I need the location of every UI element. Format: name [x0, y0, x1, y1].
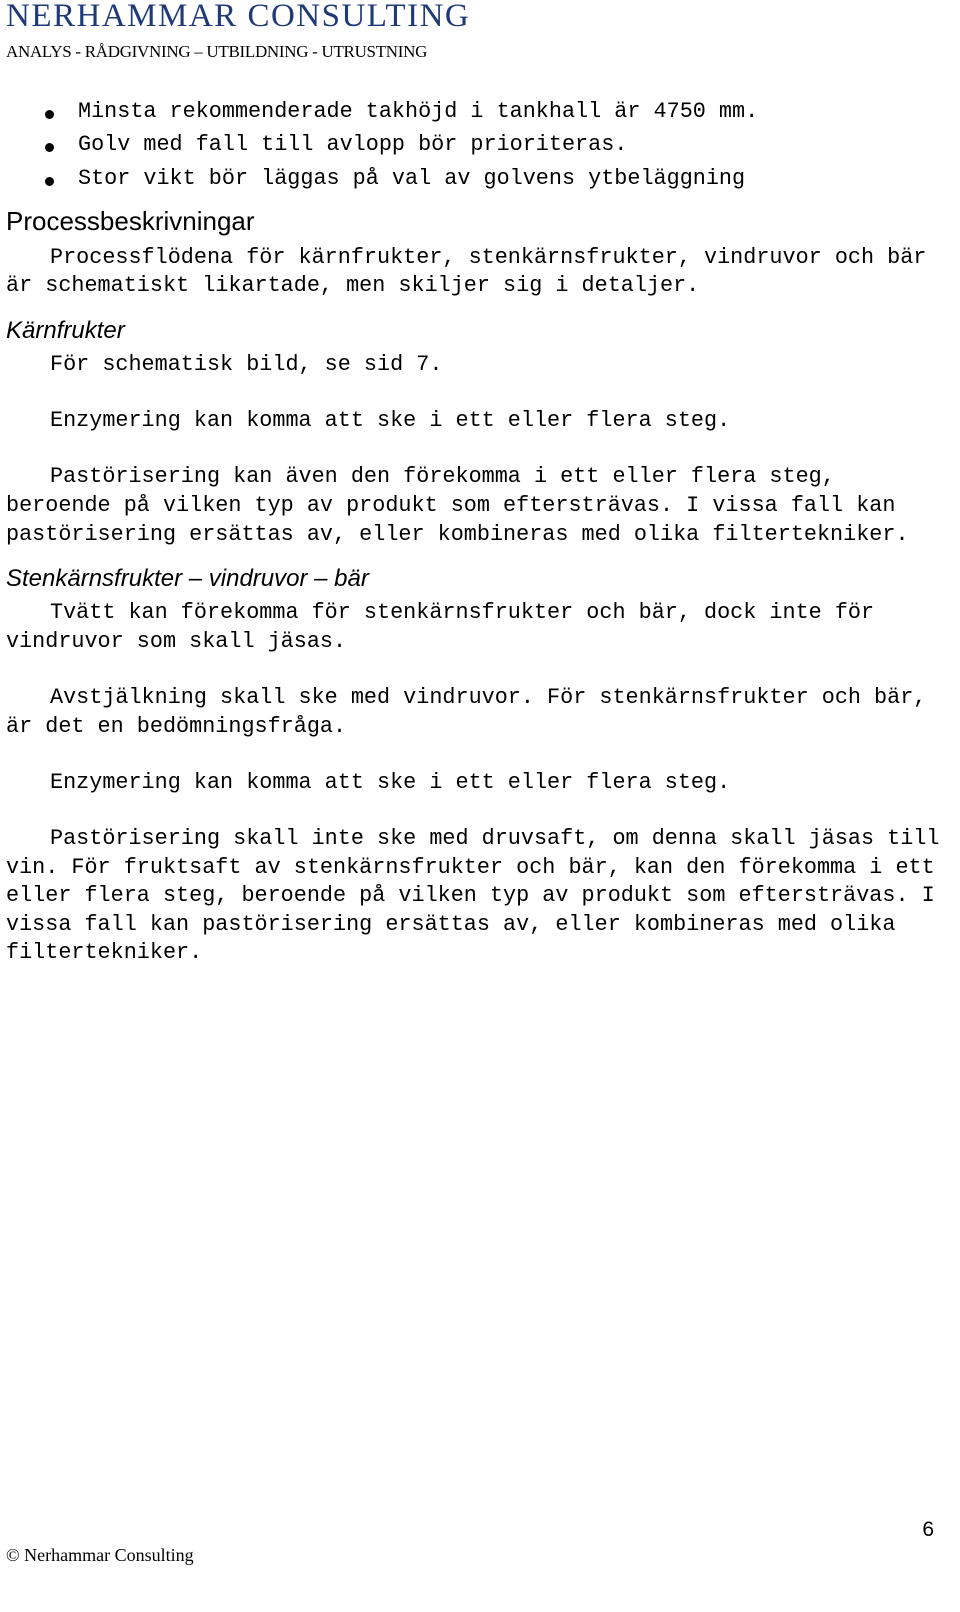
list-item: [6, 98, 952, 131]
footer-copyright: © Nerhammar Consulting: [6, 1545, 194, 1565]
subsection-heading-karnfrukter: Kärnfrukter: [6, 317, 125, 345]
company-name: NERHAMMAR CONSULTING: [6, 0, 471, 34]
bullet-icon: [45, 177, 54, 186]
paragraph: För schematisk bild, se sid 7.: [50, 352, 443, 378]
section-intro: Processflödena för kärnfrukter, stenkärnsfrukter, vindruvor och bär är schematiskt likartade, men skiljer sig i detaljer.: [6, 244, 927, 299]
paragraph: Enzymering kan komma att ske i ett eller flera steg.: [50, 408, 731, 434]
list-item: [6, 131, 952, 164]
bullet-icon: [45, 110, 54, 119]
paragraph: Pastörisering kan även den förekomma i ett eller flera steg, beroende på vilken typ av produkt som eftersträvas. I vissa fall kan pastörisering ersättas av, eller kombineras med olika filtertekniker.: [6, 464, 909, 547]
page-number: 6: [922, 1518, 934, 1541]
list-item: [6, 165, 952, 198]
paragraph: Tvätt kan förekomma för stenkärnsfrukter och bär, dock inte för vindruvor som skall jäsas.: [6, 600, 875, 654]
bullet-icon: [45, 143, 54, 152]
section-heading: Processbeskrivningar: [6, 205, 255, 236]
list-item-text: Stor vikt bör läggas på val av golvens ytbeläggning: [78, 165, 746, 191]
subsection-heading-stenkarnsfrukter: Stenkärnsfrukter – vindruvor – bär: [6, 565, 369, 593]
paragraph: Pastörisering skall inte ske med druvsaft, om denna skall jäsas till vin. För fruktsaft av stenkärnsfrukter och bär, kan den förekomma i ett eller flera steg, beroende på vilken typ av produkt som eftersträvas. I vissa fall kan pastörisering ersättas av, eller kombineras med olika filtertekniker.: [6, 825, 940, 966]
paragraph: Enzymering kan komma att ske i ett eller flera steg.: [50, 769, 731, 795]
list-item-text: Minsta rekommenderade takhöjd i tankhall är 4750 mm.: [78, 99, 759, 124]
list-item-text: Golv med fall till avlopp bör prioriteras.: [78, 132, 628, 158]
paragraph: Avstjälkning skall ske med vindruvor. För stenkärnsfrukter och bär, är det en bedömningsfråga.: [6, 685, 927, 739]
bullet-list: [6, 98, 952, 198]
document-body: [6, 98, 952, 996]
company-tagline: ANALYS - RÅDGIVNING – UTBILDNING - UTRUSTNING: [6, 42, 428, 61]
